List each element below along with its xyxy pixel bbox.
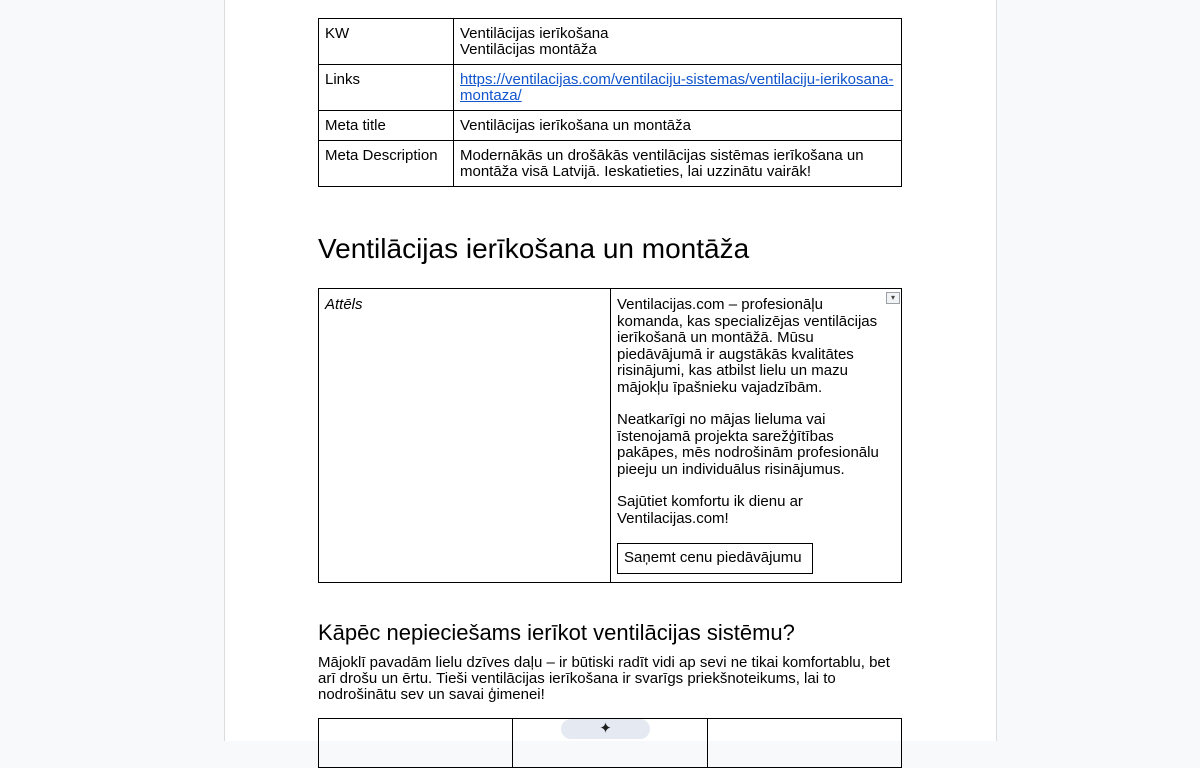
table-row	[319, 65, 902, 111]
seo-meta-table	[318, 18, 902, 187]
meta-description-label: Meta Description	[319, 141, 454, 187]
hero-table	[318, 288, 902, 583]
section-heading: Kāpēc nepieciešams ierīkot ventilācijas sistēmu?	[318, 620, 795, 645]
page-title: Ventilācijas ierīkošana un montāža	[318, 233, 750, 264]
table-row	[319, 19, 902, 65]
table-cell	[319, 719, 513, 768]
table-cell	[707, 719, 901, 768]
hero-paragraph: Ventilacijas.com – profesionāļu komanda, kas specializējas ventilācijas ierīkošanā un montāžā. Mūsu piedāvājumā ir augstākās kvalitātes risinājumi, kas atbilst lielu un mazu mājokļu īpašnieku vajadzībām.	[617, 296, 878, 396]
links-label: Links	[319, 65, 454, 111]
kw-value-line: Ventilācijas ierīkošana	[460, 25, 609, 42]
cell-dropdown-icon[interactable]: ▾	[886, 292, 900, 304]
document-content	[318, 18, 902, 737]
kw-value	[454, 19, 902, 65]
cta-button[interactable]: Saņemt cenu piedāvājumu	[617, 543, 813, 574]
page-link[interactable]: https://ventilacijas.com/ventilaciju-sistemas/ventilaciju-ierikosana-montaza/	[460, 71, 894, 104]
hero-text-cell	[611, 289, 902, 583]
hero-paragraph: Sajūtiet komfortu ik dienu ar Ventilacijas.com!	[617, 493, 803, 527]
meta-title-label: Meta title	[319, 111, 454, 141]
kw-value-line: Ventilācijas montāža	[460, 41, 597, 58]
meta-description-value: Modernākās un drošākās ventilācijas sistēmas ierīkošana un montāža visā Latvijā. Ieskatieties, lai uzzinātu vairāk!	[454, 141, 902, 187]
document-page	[224, 0, 997, 741]
links-value-cell	[454, 65, 902, 111]
table-row	[319, 111, 902, 141]
section-paragraph: Mājoklī pavadām lielu dzīves daļu – ir būtiski radīt vidi ap sevi ne tikai komfortablu, bet arī drošu un ērtu. Tieši ventilācijas ierīkošana ir svarīgs priekšnoteikums, lai to nodrošinātu sev un savai ģimenei!	[318, 654, 890, 703]
kw-label: KW	[319, 19, 454, 65]
sparkle-icon[interactable]: ✦	[561, 719, 650, 739]
table-row	[319, 289, 902, 583]
hero-paragraph: Neatkarīgi no mājas lieluma vai īstenojamā projekta sarežģītības pakāpes, mēs nodrošinām profesionālu pieeju un individuālus risinājumus.	[617, 411, 879, 478]
table-row	[319, 141, 902, 187]
image-placeholder-label: Attēls	[319, 289, 611, 583]
meta-title-value: Ventilācijas ierīkošana un montāža	[454, 111, 902, 141]
